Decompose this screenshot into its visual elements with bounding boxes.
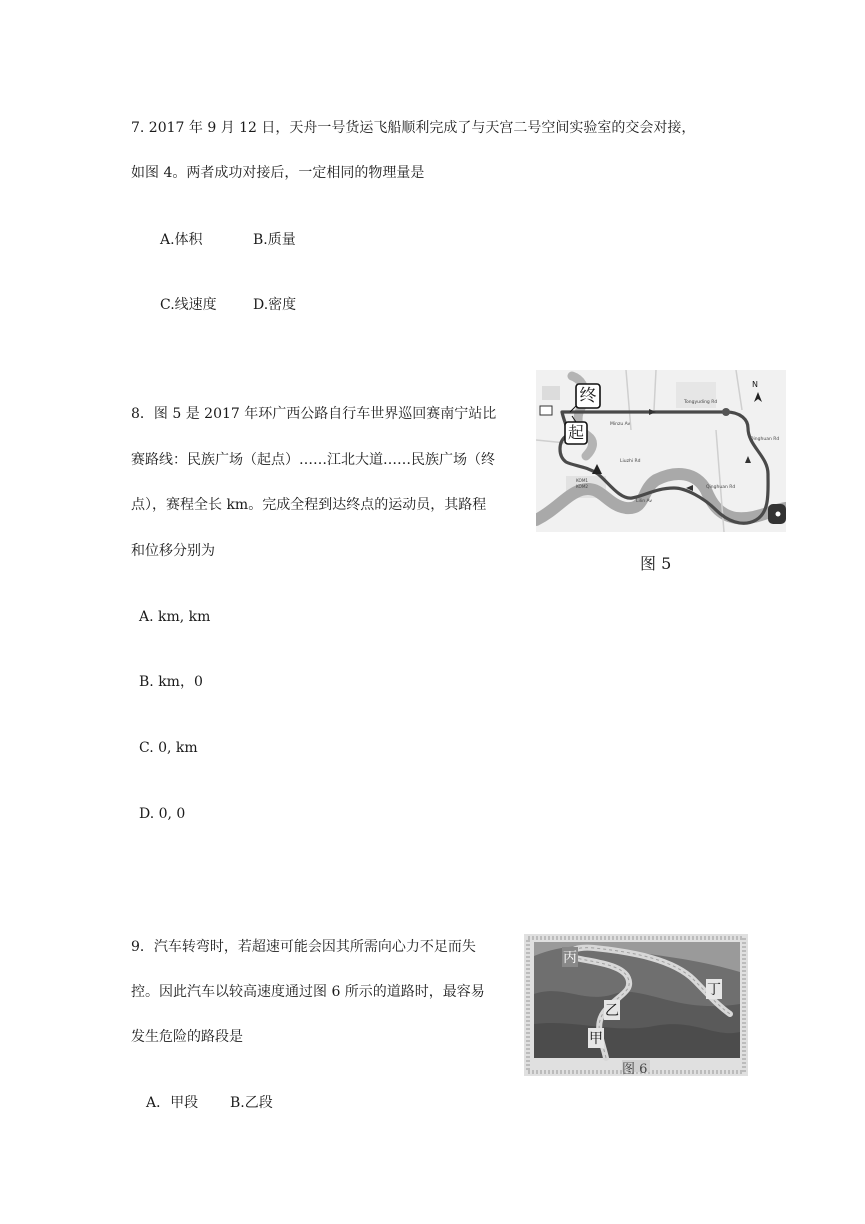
q7-option-a: A.体积 [160, 232, 203, 248]
q8-option-d: D. 0, 0 [139, 806, 186, 822]
figure-6-caption: 图 6 [622, 1062, 648, 1077]
road-label-bing: 丙 [562, 947, 578, 967]
svg-text:Qinghuan Rd: Qinghuan Rd [750, 437, 780, 442]
svg-text:Tongyuding Rd: Tongyuding Rd [684, 400, 718, 405]
svg-text:Liuzhi Rd: Liuzhi Rd [620, 459, 641, 464]
road-photo-figure [524, 934, 748, 1076]
q9-stem-line2: 控。因此汽车以较高速度通过图 6 所示的道路时，最容易 [131, 984, 485, 1000]
q8-stem-line4: 和位移分别为 [131, 543, 215, 559]
svg-text:KOM1: KOM1 [576, 478, 589, 483]
north-label: N [752, 380, 758, 389]
q9-stem-line3: 发生危险的路段是 [131, 1029, 243, 1045]
road-photo-image [524, 934, 748, 1076]
svg-text:Minzu Av: Minzu Av [610, 422, 631, 427]
q7-stem-line1: 7. 2017 年 9 月 12 日，天舟一号货运飞船顺利完成了与天宫二号空间实验室的交会对接， [131, 120, 696, 136]
road-label-ding: 丁 [706, 979, 722, 999]
q8-option-a: A. km, km [139, 609, 211, 625]
road-label-yi: 乙 [604, 1000, 620, 1020]
q8-stem-line2: 赛路线：民族广场（起点）……江北大道……民族广场（终 [131, 452, 495, 468]
q9-stem-line1: 9．汽车转弯时，若超速可能会因其所需向心力不足而失 [131, 939, 476, 955]
road-label-jia: 甲 [588, 1028, 604, 1048]
q7-option-b: B.质量 [253, 232, 296, 248]
q8-stem-line1: 8．图 5 是 2017 年环广西公路自行车世界巡回赛南宁站比 [131, 406, 497, 422]
svg-text:Qinghuan Rd: Qinghuan Rd [706, 485, 736, 490]
svg-text:Lilin Av: Lilin Av [636, 499, 653, 504]
q8-option-b: B. km，0 [139, 674, 203, 690]
q7-option-d: D.密度 [253, 297, 297, 313]
svg-text:KOM2: KOM2 [576, 484, 589, 489]
route-map-image [536, 370, 786, 532]
start-label: 起 [567, 423, 584, 442]
figure-5-caption: 图 5 [640, 554, 672, 573]
q9-option-b: B.乙段 [230, 1095, 273, 1111]
q7-stem-line2: 如图 4。两者成功对接后，一定相同的物理量是 [131, 165, 425, 181]
q7-option-c: C.线速度 [160, 297, 217, 313]
q9-option-a: A．甲段 [146, 1095, 199, 1111]
q8-option-c: C. 0, km [139, 740, 198, 756]
finish-label: 终 [579, 386, 597, 406]
q8-stem-line3: 点），赛程全长 km。完成全程到达终点的运动员，其路程 [131, 497, 487, 513]
route-map-figure [536, 370, 786, 532]
